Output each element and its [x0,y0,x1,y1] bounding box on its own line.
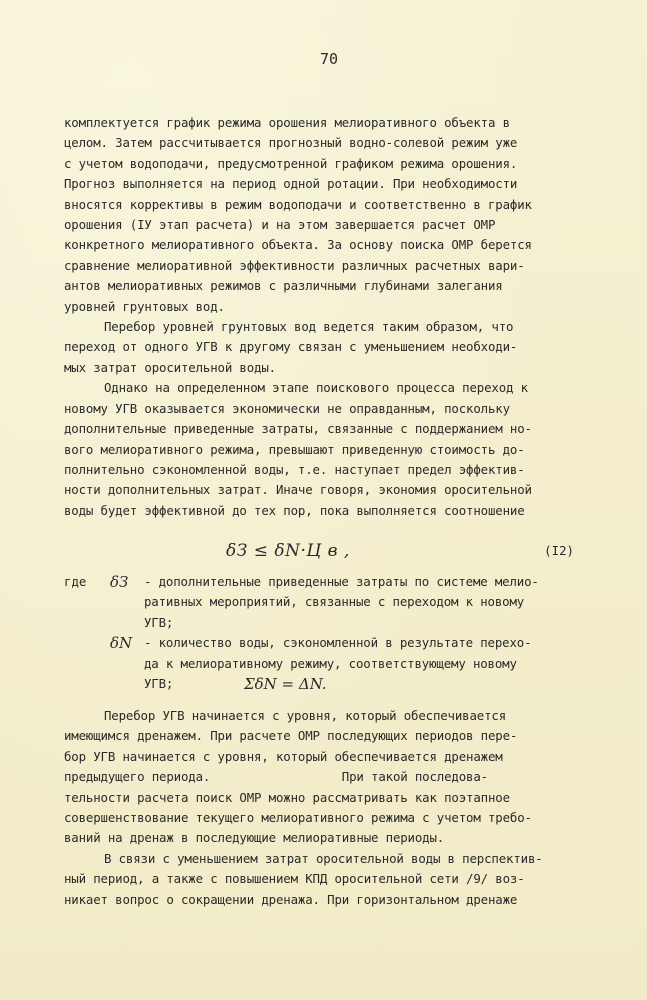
legend-line: УГВ; [144,614,174,630]
paragraph-line: переход от одного УГВ к другому связан с уменьшением необходи- [64,339,518,355]
formula: δЗ ≤ δN·Ц в , [226,541,350,561]
paragraph-line: ваний на дренаж в последующие мелиоративные периоды. [64,830,445,846]
legend-line: - количество воды, сэкономленной в результате перехо- [144,635,532,651]
text-block-top [64,113,604,521]
paragraph-line: с учетом водоподачи, предусмотренной графиком режима орошения. [64,155,518,171]
paragraph-line: Прогноз выполняется на период одной ротации. При необходимости [64,176,518,192]
paragraph-line: вого мелиоративного режима, превышают приведенную стоимость до- [64,441,525,457]
legend-where: где [64,574,87,589]
paragraph-line: орошения (IУ этап расчета) и на этом завершается расчет ОМР [64,217,496,233]
paragraph-line: предыдущего периода. При такой последова- [64,769,488,785]
equation-number: (I2) [544,543,574,558]
legend-line: да к мелиоративному режиму, соответствующему новому [144,655,517,671]
legend-line: - дополнительные приведенные затраты по системе мелио- [144,574,539,589]
legend-line: ративных мероприятий, связанные с переходом к новому [144,594,525,610]
legend-symbol: δЗ [110,573,129,591]
paragraph-line: уровней грунтовых вод. [64,298,225,314]
paragraph-line: Перебор УГВ начинается с уровня, который обеспечивается [104,708,507,723]
paragraph-line: вносятся коррективы в режим водоподачи и соответственно в график [64,196,532,212]
paragraph-line: антов мелиоративных режимов с различными глубинами залегания [64,278,503,294]
paragraph-line: Перебор уровней грунтовых вод ведется таким образом, что [104,319,514,335]
paragraph-line: имеющимся дренажем. При расчете ОМР последующих периодов пере- [64,728,518,744]
paragraph-line: никает вопрос о сокращении дренажа. При горизонтальном дренаже [64,891,518,907]
paragraph-line: мых затрат оросительной воды. [64,359,276,375]
paragraph-line: совершенствование текущего мелиоративного режима с учетом требо- [64,810,532,826]
paragraph-line: В связи с уменьшением затрат оросительной воды в перспектив- [104,850,543,866]
legend-symbol: δN [110,634,133,653]
legend-line: УГВ; [144,675,174,691]
paragraph-line: комплектуется график режима орошения мелиоративного объекта в [64,115,510,130]
paragraph-line: воды будет эффективной до тех пор, пока выполняется соотношение [64,502,525,518]
paragraph-line: бор УГВ начинается с уровня, который обеспечивается дренажем [64,748,503,764]
paragraph-line: дополнительные приведенные затраты, связанные с поддержанием но- [64,421,532,437]
paragraph-line: ности дополнительных затрат. Иначе говоря, экономия оросительной [64,482,532,498]
paragraph-line: целом. Затем рассчитывается прогнозный водно-солевой режим уже [64,135,518,151]
paragraph-line: ный период, а также с повышением КПД оросительной сети /9/ воз- [64,871,525,887]
legend-sum-formula: ΣδN = ΔN. [244,674,327,693]
paragraph-line: сравнение мелиоративной эффективности различных расчетных вари- [64,257,525,273]
formula-legend [64,572,604,694]
paragraph-line: Однако на определенном этапе поискового процесса переход к [104,380,528,396]
formula-row [64,537,604,567]
text-block-bottom [64,706,604,910]
paragraph-line: полнительно сэкономленной воды, т.е. наступает предел эффектив- [64,461,525,477]
paragraph-line: тельности расчета поиск ОМР можно рассматривать как поэтапное [64,789,510,805]
paragraph-line: новому УГВ оказывается экономически не оправданным, поскольку [64,400,510,416]
paragraph-line: конкретного мелиоративного объекта. За основу поиска ОМР берется [64,237,532,253]
page-number: 70 [320,50,339,68]
